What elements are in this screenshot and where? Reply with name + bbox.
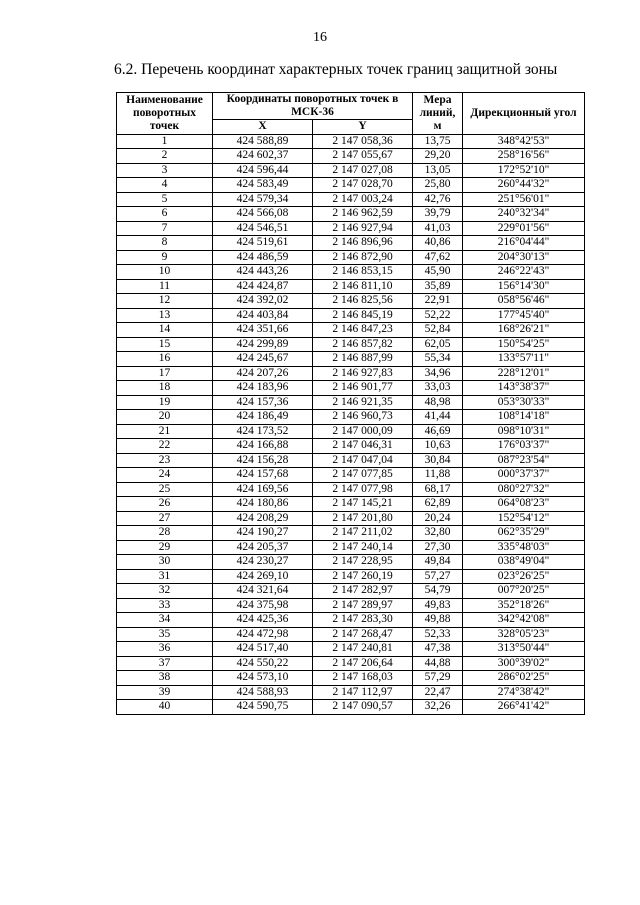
table-row <box>117 671 585 686</box>
table-row <box>117 178 585 193</box>
table-row <box>117 497 585 512</box>
table-row <box>117 584 585 599</box>
table-row <box>117 439 585 454</box>
cell-x: 424 566,08 <box>213 207 313 222</box>
cell-y: 2 147 283,30 <box>313 613 413 628</box>
cell-angle: 176°03'37" <box>463 439 585 454</box>
cell-x: 424 602,37 <box>213 149 313 164</box>
cell-measure: 29,20 <box>413 149 463 164</box>
cell-angle: 038°49'04" <box>463 555 585 570</box>
cell-angle: 062°35'29" <box>463 526 585 541</box>
cell-y: 2 146 901,77 <box>313 381 413 396</box>
cell-y: 2 146 927,83 <box>313 366 413 381</box>
cell-point-number: 31 <box>117 569 213 584</box>
table-row <box>117 149 585 164</box>
cell-y: 2 147 077,85 <box>313 468 413 483</box>
cell-point-number: 33 <box>117 598 213 613</box>
cell-angle: 000°37'37" <box>463 468 585 483</box>
cell-angle: 150°54'25" <box>463 337 585 352</box>
cell-angle: 080°27'32" <box>463 482 585 497</box>
cell-angle: 348°42'53" <box>463 134 585 149</box>
table-row <box>117 250 585 265</box>
cell-measure: 57,27 <box>413 569 463 584</box>
cell-y: 2 147 077,98 <box>313 482 413 497</box>
cell-x: 424 205,37 <box>213 540 313 555</box>
cell-y: 2 147 027,08 <box>313 163 413 178</box>
table-row <box>117 642 585 657</box>
table-row <box>117 555 585 570</box>
table-row <box>117 395 585 410</box>
cell-y: 2 146 853,15 <box>313 265 413 280</box>
cell-measure: 30,84 <box>413 453 463 468</box>
cell-point-number: 3 <box>117 163 213 178</box>
cell-measure: 39,79 <box>413 207 463 222</box>
table-row <box>117 656 585 671</box>
cell-x: 424 486,59 <box>213 250 313 265</box>
cell-measure: 22,47 <box>413 685 463 700</box>
cell-point-number: 16 <box>117 352 213 367</box>
cell-x: 424 424,87 <box>213 279 313 294</box>
cell-angle: 274°38'42" <box>463 685 585 700</box>
cell-point-number: 1 <box>117 134 213 149</box>
cell-x: 424 375,98 <box>213 598 313 613</box>
cell-point-number: 29 <box>117 540 213 555</box>
cell-angle: 335°48'03" <box>463 540 585 555</box>
cell-x: 424 183,96 <box>213 381 313 396</box>
table-row <box>117 685 585 700</box>
cell-measure: 54,79 <box>413 584 463 599</box>
cell-angle: 258°16'56" <box>463 149 585 164</box>
table-row <box>117 540 585 555</box>
coordinates-table <box>116 92 585 715</box>
cell-angle: 172°52'10" <box>463 163 585 178</box>
cell-x: 424 392,02 <box>213 294 313 309</box>
cell-angle: 313°50'44" <box>463 642 585 657</box>
cell-y: 2 147 211,02 <box>313 526 413 541</box>
cell-angle: 152°54'12" <box>463 511 585 526</box>
cell-measure: 42,76 <box>413 192 463 207</box>
cell-measure: 10,63 <box>413 439 463 454</box>
cell-x: 424 550,22 <box>213 656 313 671</box>
cell-x: 424 207,26 <box>213 366 313 381</box>
cell-point-number: 21 <box>117 424 213 439</box>
cell-measure: 52,22 <box>413 308 463 323</box>
cell-point-number: 15 <box>117 337 213 352</box>
cell-x: 424 590,75 <box>213 700 313 715</box>
cell-point-number: 36 <box>117 642 213 657</box>
cell-measure: 13,05 <box>413 163 463 178</box>
table-row <box>117 221 585 236</box>
cell-y: 2 146 927,94 <box>313 221 413 236</box>
cell-measure: 11,88 <box>413 468 463 483</box>
cell-measure: 47,62 <box>413 250 463 265</box>
table-row <box>117 511 585 526</box>
cell-point-number: 14 <box>117 323 213 338</box>
cell-point-number: 38 <box>117 671 213 686</box>
cell-x: 424 299,89 <box>213 337 313 352</box>
cell-point-number: 2 <box>117 149 213 164</box>
cell-y: 2 147 201,80 <box>313 511 413 526</box>
cell-angle: 087°23'54" <box>463 453 585 468</box>
cell-x: 424 443,26 <box>213 265 313 280</box>
cell-measure: 27,30 <box>413 540 463 555</box>
table-row <box>117 453 585 468</box>
table-row <box>117 308 585 323</box>
table-header-row <box>117 93 585 120</box>
cell-measure: 13,75 <box>413 134 463 149</box>
cell-y: 2 146 960,73 <box>313 410 413 425</box>
cell-y: 2 146 887,99 <box>313 352 413 367</box>
cell-y: 2 147 145,21 <box>313 497 413 512</box>
cell-x: 424 588,89 <box>213 134 313 149</box>
cell-point-number: 12 <box>117 294 213 309</box>
cell-angle: 342°42'08" <box>463 613 585 628</box>
cell-measure: 33,03 <box>413 381 463 396</box>
cell-point-number: 17 <box>117 366 213 381</box>
cell-point-number: 19 <box>117 395 213 410</box>
cell-measure: 55,34 <box>413 352 463 367</box>
cell-x: 424 180,86 <box>213 497 313 512</box>
table-row <box>117 265 585 280</box>
cell-angle: 260°44'32" <box>463 178 585 193</box>
cell-measure: 41,03 <box>413 221 463 236</box>
cell-measure: 62,89 <box>413 497 463 512</box>
page-number: 16 <box>313 30 327 45</box>
cell-x: 424 519,61 <box>213 236 313 251</box>
cell-x: 424 190,27 <box>213 526 313 541</box>
cell-measure: 34,96 <box>413 366 463 381</box>
cell-measure: 41,44 <box>413 410 463 425</box>
cell-point-number: 34 <box>117 613 213 628</box>
cell-point-number: 11 <box>117 279 213 294</box>
cell-y: 2 147 268,47 <box>313 627 413 642</box>
cell-y: 2 147 055,67 <box>313 149 413 164</box>
cell-angle: 133°57'11" <box>463 352 585 367</box>
cell-y: 2 147 206,64 <box>313 656 413 671</box>
cell-point-number: 4 <box>117 178 213 193</box>
cell-point-number: 30 <box>117 555 213 570</box>
cell-point-number: 22 <box>117 439 213 454</box>
cell-x: 424 245,67 <box>213 352 313 367</box>
cell-point-number: 10 <box>117 265 213 280</box>
cell-x: 424 173,52 <box>213 424 313 439</box>
cell-x: 424 269,10 <box>213 569 313 584</box>
table-row <box>117 598 585 613</box>
cell-measure: 52,33 <box>413 627 463 642</box>
cell-measure: 35,89 <box>413 279 463 294</box>
cell-x: 424 351,66 <box>213 323 313 338</box>
cell-y: 2 147 090,57 <box>313 700 413 715</box>
cell-y: 2 146 921,35 <box>313 395 413 410</box>
table-row <box>117 279 585 294</box>
cell-angle: 328°05'23" <box>463 627 585 642</box>
cell-y: 2 147 046,31 <box>313 439 413 454</box>
cell-x: 424 157,68 <box>213 468 313 483</box>
cell-angle: 240°32'34" <box>463 207 585 222</box>
cell-point-number: 28 <box>117 526 213 541</box>
cell-y: 2 146 857,82 <box>313 337 413 352</box>
header-measure: Мера линий, м <box>413 93 463 135</box>
cell-x: 424 579,34 <box>213 192 313 207</box>
cell-angle: 251°56'01" <box>463 192 585 207</box>
cell-angle: 058°56'46" <box>463 294 585 309</box>
table-row <box>117 424 585 439</box>
table-row <box>117 236 585 251</box>
table-row <box>117 323 585 338</box>
cell-point-number: 25 <box>117 482 213 497</box>
cell-point-number: 24 <box>117 468 213 483</box>
cell-x: 424 157,36 <box>213 395 313 410</box>
cell-measure: 25,80 <box>413 178 463 193</box>
cell-y: 2 146 962,59 <box>313 207 413 222</box>
cell-y: 2 146 896,96 <box>313 236 413 251</box>
cell-y: 2 146 847,23 <box>313 323 413 338</box>
cell-x: 424 583,49 <box>213 178 313 193</box>
cell-angle: 216°04'44" <box>463 236 585 251</box>
table-row <box>117 163 585 178</box>
cell-angle: 246°22'43" <box>463 265 585 280</box>
cell-point-number: 6 <box>117 207 213 222</box>
cell-point-number: 37 <box>117 656 213 671</box>
cell-y: 2 147 240,81 <box>313 642 413 657</box>
cell-point-number: 13 <box>117 308 213 323</box>
header-point-name: Наименование поворотных точек <box>117 93 213 135</box>
cell-y: 2 147 228,95 <box>313 555 413 570</box>
cell-point-number: 23 <box>117 453 213 468</box>
table-row <box>117 294 585 309</box>
cell-y: 2 146 872,90 <box>313 250 413 265</box>
cell-angle: 023°26'25" <box>463 569 585 584</box>
header-coordinates: Координаты поворотных точек в МСК-36 <box>213 93 413 120</box>
table-row <box>117 526 585 541</box>
cell-x: 424 186,49 <box>213 410 313 425</box>
cell-measure: 46,69 <box>413 424 463 439</box>
cell-angle: 266°41'42" <box>463 700 585 715</box>
table-row <box>117 569 585 584</box>
table-row <box>117 352 585 367</box>
table-row <box>117 613 585 628</box>
cell-y: 2 147 028,70 <box>313 178 413 193</box>
cell-measure: 62,05 <box>413 337 463 352</box>
cell-measure: 68,17 <box>413 482 463 497</box>
cell-x: 424 403,84 <box>213 308 313 323</box>
cell-measure: 49,84 <box>413 555 463 570</box>
cell-point-number: 40 <box>117 700 213 715</box>
cell-y: 2 146 845,19 <box>313 308 413 323</box>
cell-angle: 300°39'02" <box>463 656 585 671</box>
cell-angle: 064°08'23" <box>463 497 585 512</box>
table-row <box>117 627 585 642</box>
cell-point-number: 7 <box>117 221 213 236</box>
table-row <box>117 207 585 222</box>
table-row <box>117 700 585 715</box>
cell-measure: 22,91 <box>413 294 463 309</box>
cell-angle: 053°30'33" <box>463 395 585 410</box>
cell-angle: 098°10'31" <box>463 424 585 439</box>
cell-y: 2 147 003,24 <box>313 192 413 207</box>
cell-point-number: 20 <box>117 410 213 425</box>
cell-measure: 52,84 <box>413 323 463 338</box>
cell-angle: 204°30'13" <box>463 250 585 265</box>
cell-angle: 229°01'56" <box>463 221 585 236</box>
table-row <box>117 366 585 381</box>
cell-x: 424 573,10 <box>213 671 313 686</box>
cell-x: 424 588,93 <box>213 685 313 700</box>
table-row <box>117 468 585 483</box>
cell-angle: 352°18'26" <box>463 598 585 613</box>
cell-y: 2 147 000,09 <box>313 424 413 439</box>
cell-measure: 40,86 <box>413 236 463 251</box>
cell-angle: 168°26'21" <box>463 323 585 338</box>
cell-y: 2 147 168,03 <box>313 671 413 686</box>
cell-angle: 228°12'01" <box>463 366 585 381</box>
table-row <box>117 482 585 497</box>
cell-angle: 143°38'37" <box>463 381 585 396</box>
section-title: 6.2. Перечень координат характерных точек границ защитной зоны <box>114 61 558 78</box>
cell-y: 2 147 282,97 <box>313 584 413 599</box>
table-row <box>117 381 585 396</box>
cell-measure: 49,83 <box>413 598 463 613</box>
table-row <box>117 410 585 425</box>
cell-point-number: 18 <box>117 381 213 396</box>
cell-angle: 108°14'18" <box>463 410 585 425</box>
cell-point-number: 9 <box>117 250 213 265</box>
cell-measure: 32,80 <box>413 526 463 541</box>
cell-measure: 44,88 <box>413 656 463 671</box>
cell-measure: 32,26 <box>413 700 463 715</box>
header-x: X <box>213 120 313 135</box>
cell-measure: 47,38 <box>413 642 463 657</box>
header-y: Y <box>313 120 413 135</box>
cell-x: 424 166,88 <box>213 439 313 454</box>
cell-x: 424 169,56 <box>213 482 313 497</box>
cell-measure: 45,90 <box>413 265 463 280</box>
cell-x: 424 517,40 <box>213 642 313 657</box>
table-row <box>117 192 585 207</box>
cell-y: 2 146 825,56 <box>313 294 413 309</box>
cell-point-number: 26 <box>117 497 213 512</box>
cell-y: 2 147 260,19 <box>313 569 413 584</box>
cell-point-number: 8 <box>117 236 213 251</box>
cell-x: 424 596,44 <box>213 163 313 178</box>
cell-x: 424 230,27 <box>213 555 313 570</box>
cell-x: 424 472,98 <box>213 627 313 642</box>
cell-x: 424 208,29 <box>213 511 313 526</box>
table-row <box>117 337 585 352</box>
cell-y: 2 146 811,10 <box>313 279 413 294</box>
cell-angle: 177°45'40" <box>463 308 585 323</box>
cell-x: 424 546,51 <box>213 221 313 236</box>
cell-point-number: 32 <box>117 584 213 599</box>
cell-measure: 49,88 <box>413 613 463 628</box>
cell-y: 2 147 240,14 <box>313 540 413 555</box>
cell-y: 2 147 112,97 <box>313 685 413 700</box>
cell-x: 424 425,36 <box>213 613 313 628</box>
cell-y: 2 147 058,36 <box>313 134 413 149</box>
cell-point-number: 39 <box>117 685 213 700</box>
cell-measure: 20,24 <box>413 511 463 526</box>
cell-angle: 286°02'25" <box>463 671 585 686</box>
cell-angle: 156°14'30" <box>463 279 585 294</box>
cell-x: 424 321,64 <box>213 584 313 599</box>
cell-point-number: 5 <box>117 192 213 207</box>
table-row <box>117 134 585 149</box>
cell-point-number: 27 <box>117 511 213 526</box>
cell-y: 2 147 047,04 <box>313 453 413 468</box>
cell-x: 424 156,28 <box>213 453 313 468</box>
cell-point-number: 35 <box>117 627 213 642</box>
cell-measure: 57,29 <box>413 671 463 686</box>
table-body <box>117 134 585 714</box>
cell-measure: 48,98 <box>413 395 463 410</box>
cell-y: 2 147 289,97 <box>313 598 413 613</box>
header-angle: Дирекционный угол <box>463 93 585 135</box>
cell-angle: 007°20'25" <box>463 584 585 599</box>
